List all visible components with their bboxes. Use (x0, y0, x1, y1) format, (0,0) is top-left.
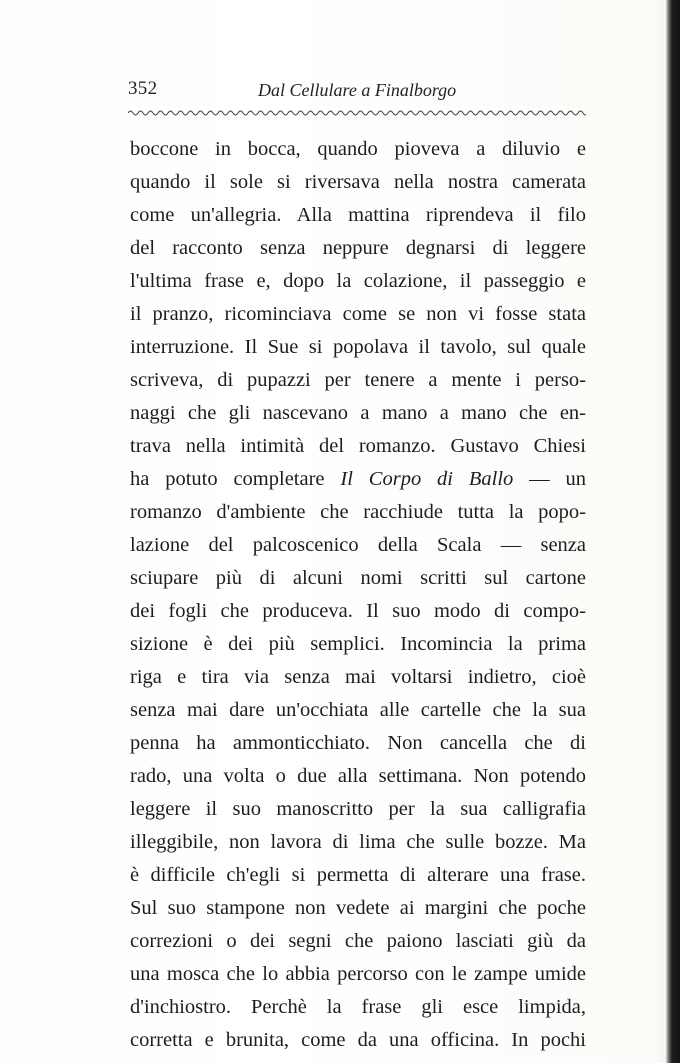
wavy-rule-ornament (128, 108, 586, 118)
text-line-28: corretta e brunita, come da una officina. In pochi (130, 1029, 586, 1051)
text-line-8: scriveva, di pupazzi per tenere a mente i perso- (130, 369, 586, 391)
text-line-27: d'inchiostro. Perchè la frase gli esce limpida, (130, 996, 586, 1018)
text-line-5: l'ultima frase e, dopo la colazione, il passeggio e (130, 270, 586, 292)
running-title: Dal Cellulare a Finalborgo (258, 80, 457, 100)
page-number: 352 (128, 78, 158, 99)
text-line-6: il pranzo, ricominciava come se non vi fosse stata (130, 303, 586, 325)
text-line-13: lazione del palcoscenico della Scala — senza (130, 534, 586, 556)
text-line-24: Sul suo stampone non vedete ai margini che poche (130, 897, 586, 919)
text-line-18: senza mai dare un'occhiata alle cartelle che la sua (130, 699, 586, 721)
text-line-17: riga e tira via senza mai voltarsi indietro, cioè (130, 666, 586, 688)
text-line-20: rado, una volta o due alla settimana. Non potendo (130, 765, 586, 787)
book-spine-shadow (666, 0, 680, 1063)
text-line-10: trava nella intimità del romanzo. Gustavo Chiesi (130, 435, 586, 457)
text-line-25: correzioni o dei segni che paiono lasciati giù da (130, 930, 586, 952)
text-line-19: penna ha ammonticchiato. Non cancella che di (130, 732, 586, 754)
text-line-1: boccone in bocca, quando pioveva a diluvio e (130, 138, 586, 160)
text-line-14: sciupare più di alcuni nomi scritti sul cartone (130, 567, 586, 589)
text-line-2: quando il sole si riversava nella nostra camerata (130, 171, 586, 193)
page-header (128, 72, 586, 102)
text-line-7: interruzione. Il Sue si popolava il tavolo, sul quale (130, 336, 586, 358)
text-line-22: illeggibile, non lavora di lima che sulle bozze. Ma (130, 831, 586, 853)
text-line-3: come un'allegria. Alla mattina riprendeva il filo (130, 204, 586, 226)
text-line-21: leggere il suo manoscritto per la sua calligrafia (130, 798, 586, 820)
text-line-9: naggi che gli nascevano a mano a mano che en- (130, 402, 586, 424)
text-line-11 (130, 463, 586, 496)
text-line-11-end: — un (529, 468, 586, 490)
text-line-26: una mosca che lo abbia percorso con le zampe umide (130, 963, 586, 985)
text-line-11-start: ha potuto completare (130, 468, 325, 490)
text-line-15: dei fogli che produceva. Il suo modo di compo- (130, 600, 586, 622)
text-line-23: è difficile ch'egli si permetta di alterare una frase. (130, 864, 586, 886)
text-line-16: sizione è dei più semplici. Incomincia la prima (130, 633, 586, 655)
text-line-4: del racconto senza neppure degnarsi di leggere (130, 237, 586, 259)
text-line-12: romanzo d'ambiente che racchiude tutta la popo- (130, 501, 586, 523)
body-text (130, 133, 586, 1057)
book-title-italic: Il Corpo di Ballo (340, 468, 514, 490)
